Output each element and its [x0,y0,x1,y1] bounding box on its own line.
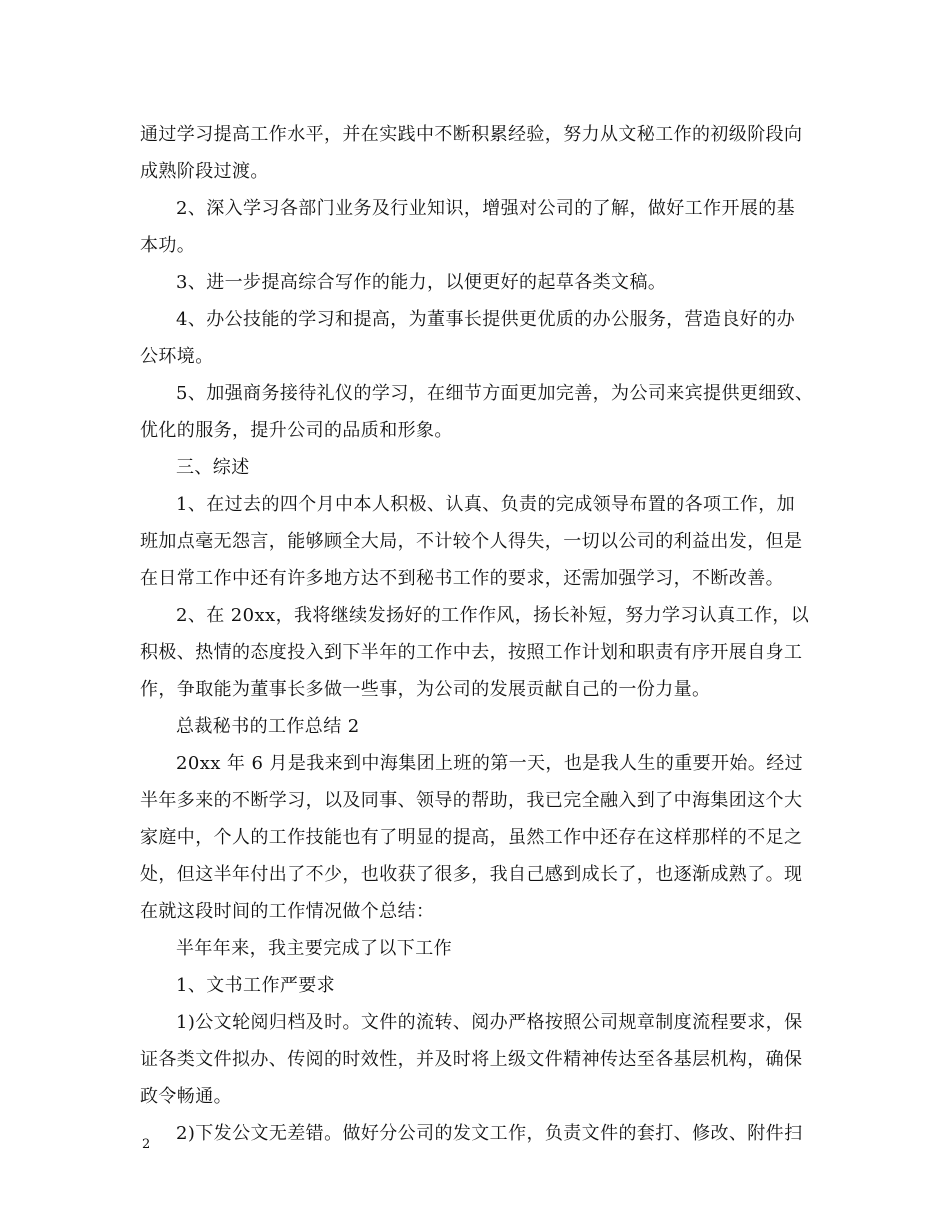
text-line: 2)下发公文无差错。做好分公司的发文工作，负责文件的套打、修改、附件扫 [176,1123,803,1144]
page-number: 2 [142,1137,151,1152]
document-body [140,116,820,1152]
text-line: 处，但这半年付出了不少，也收获了很多，我自己感到成长了，也逐渐成熟了。现 [140,864,803,885]
text-line: 20xx 年 6 月是我来到中海集团上班的第一天，也是我人生的重要开始。经过 [176,753,804,774]
document-title: 总裁秘书的工作总结 2 [176,716,360,737]
text-line: 1)公文轮阅归档及时。文件的流转、阅办严格按照公司规章制度流程要求，保 [176,1012,803,1033]
text-line: 成熟阶段过渡。 [140,161,269,182]
text-line: 积极、热情的态度投入到下半年的工作中去，按照工作计划和职责有序开展自身工 [140,642,803,663]
text-line: 5、加强商务接待礼仪的学习，在细节方面更加完善，为公司来宾提供更细致、 [176,383,814,404]
text-line: 3、进一步提高综合写作的能力，以便更好的起草各类文稿。 [176,272,667,293]
section-heading: 1、文书工作严要求 [176,975,336,996]
text-line: 1、在过去的四个月中本人积极、认真、负责的完成领导布置的各项工作，加 [176,494,796,515]
text-line: 政令畅通。 [140,1086,232,1107]
text-line: 半年多来的不断学习，以及同事、领导的帮助，我已完全融入到了中海集团这个大 [140,790,803,811]
text-line: 2、在 20xx，我将继续发扬好的工作作风，扬长补短，努力学习认真工作，以 [176,605,810,626]
section-heading: 三、综述 [176,457,250,478]
text-line: 班加点毫无怨言，能够顾全大局，不计较个人得失，一切以公司的利益出发，但是 [140,531,803,552]
text-line: 公环境。 [140,346,214,367]
text-line: 2、深入学习各部门业务及行业知识，增强对公司的了解，做好工作开展的基 [176,198,796,219]
text-line: 4、办公技能的学习和提高，为董事长提供更优质的办公服务，营造良好的办 [176,309,796,330]
text-line: 优化的服务，提升公司的品质和形象。 [140,420,453,441]
text-line: 通过学习提高工作水平，并在实践中不断积累经验，努力从文秘工作的初级阶段向 [140,124,803,145]
text-line: 证各类文件拟办、传阅的时效性，并及时将上级文件精神传达至各基层机构，确保 [140,1049,803,1070]
text-line: 家庭中，个人的工作技能也有了明显的提高，虽然工作中还存在这样那样的不足之 [140,827,803,848]
text-line: 作，争取能为董事长多做一些事，为公司的发展贡献自己的一份力量。 [140,679,711,700]
text-line: 在日常工作中还有许多地方达不到秘书工作的要求，还需加强学习，不断改善。 [140,568,784,589]
text-line: 半年年来，我主要完成了以下工作 [176,938,452,959]
text-line: 在就这段时间的工作情况做个总结： [140,901,435,922]
text-line: 本功。 [140,235,196,256]
